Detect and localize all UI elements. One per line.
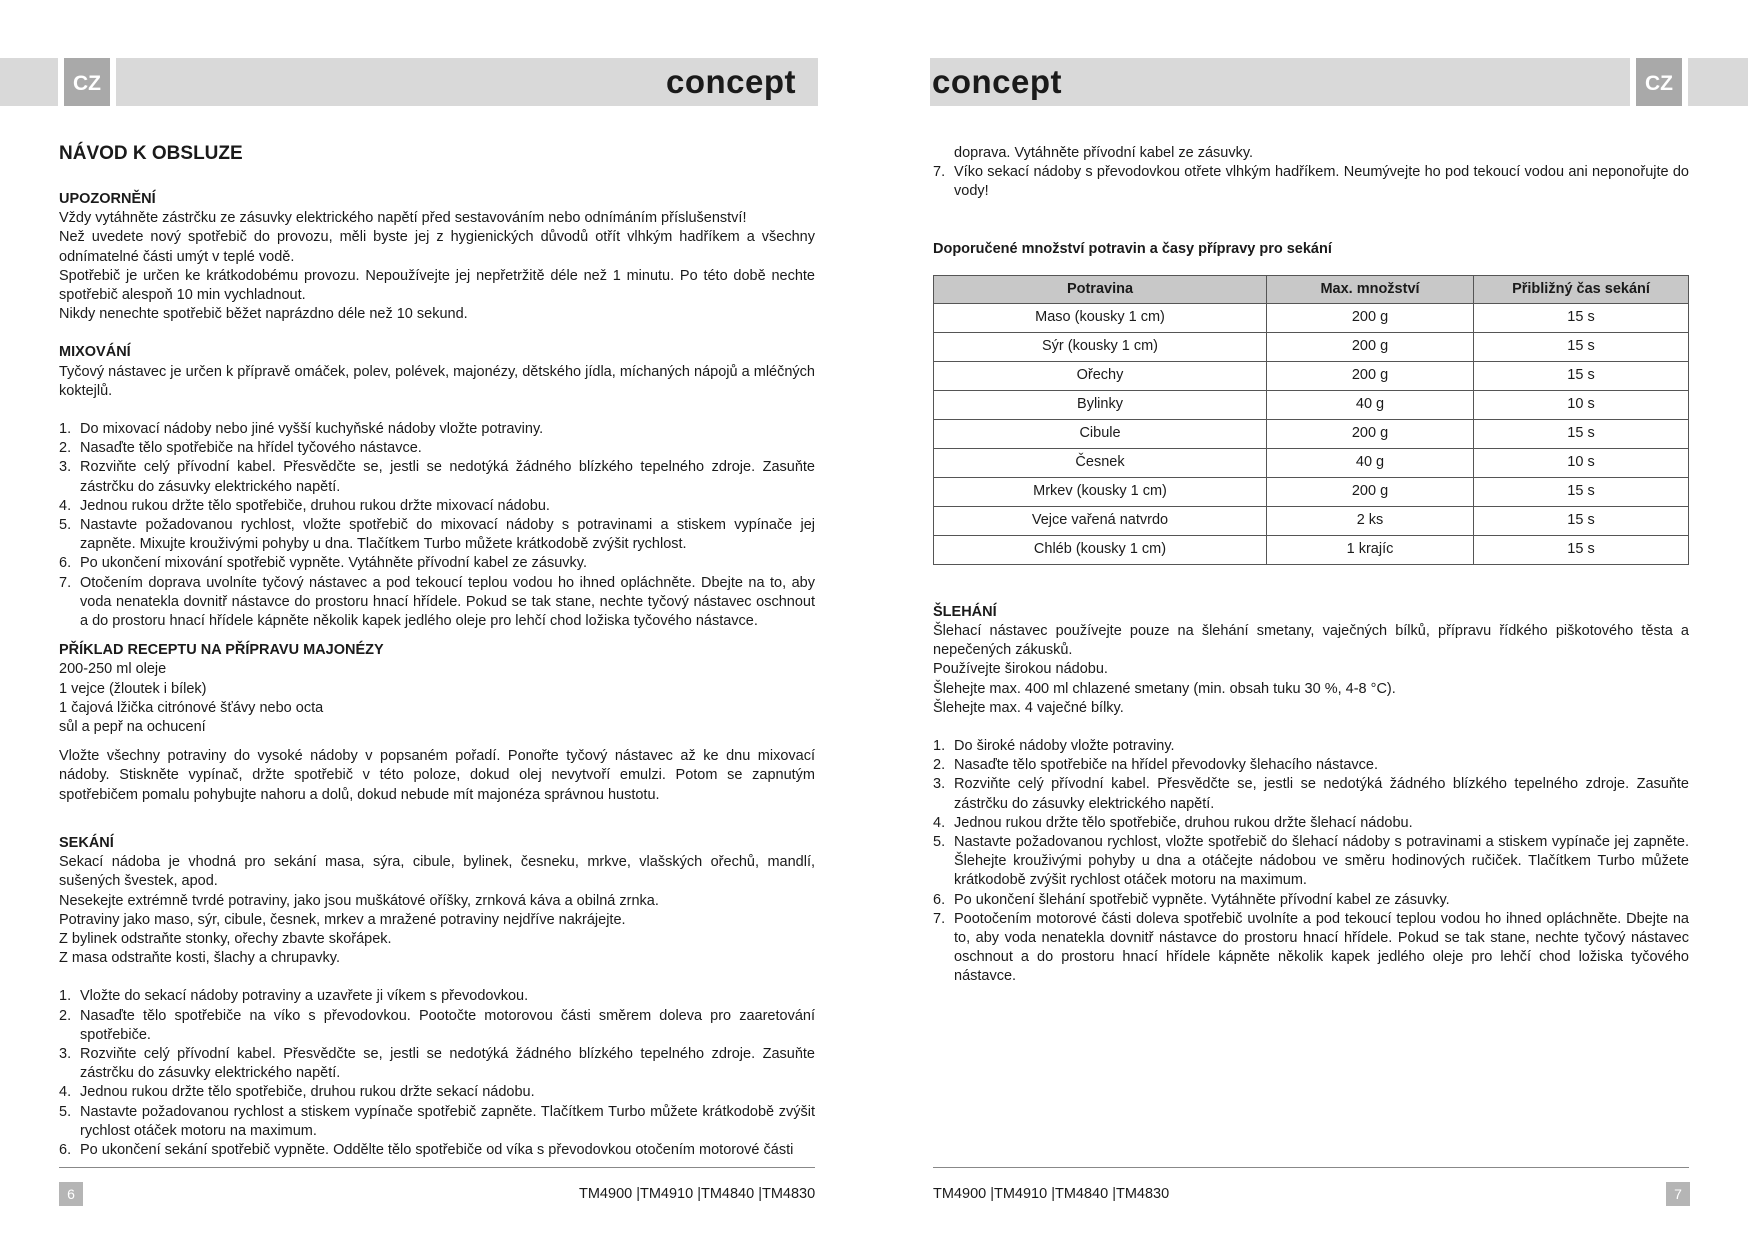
chopping-steps — [59, 987, 815, 1160]
table-cell: Ořechy — [934, 361, 1267, 390]
table-row — [934, 506, 1689, 535]
footer-divider-right — [933, 1167, 1689, 1168]
page-number-right: 7 — [1666, 1182, 1690, 1206]
table-cell: Mrkev (kousky 1 cm) — [934, 477, 1267, 506]
table-cell: Vejce vařená natvrdo — [934, 506, 1267, 535]
table-caption: Doporučené množství potravin a časy přípravy pro sekání — [933, 240, 1332, 257]
list-item: 4. Jednou rukou držte tělo spotřebiče, druhou rukou držte sekací nádobu. — [59, 1084, 535, 1101]
footer-divider-left — [59, 1167, 815, 1168]
table-cell: 10 s — [1474, 390, 1689, 419]
table-cell: 40 g — [1267, 448, 1474, 477]
warning-heading: UPOZORNĚNÍ — [59, 191, 156, 207]
column-header: Potravina — [934, 275, 1267, 303]
chopping-heading: SEKÁNÍ — [59, 834, 114, 851]
list-item: 5. Nastavte požadovanou rychlost a stiskem vypínače spotřebič zapněte. Tlačítkem Turbo můžete krátkodobě zvýšit rychlost otáček motoru na maximum. — [59, 1103, 815, 1139]
chopping-steps-continued — [933, 144, 1689, 202]
warning-paragraph: Spotřebič je určen ke krátkodobému provozu. Nepoužívejte jej nepřetržitě déle než 1 minutu. Po této době nechte spotřebič alespoň 10 min vychladnout. — [59, 267, 815, 304]
chopping-paragraph: Z masa odstraňte kosti, šlachy a chrupavky. — [59, 950, 340, 967]
table-cell: Cibule — [934, 419, 1267, 448]
recipe-ingredient: sůl a pepř na ochucení — [59, 719, 206, 736]
brand-logo-right: concept — [932, 63, 1063, 100]
column-header: Max. množství — [1267, 275, 1474, 303]
table-row — [934, 390, 1689, 419]
table-cell: Sýr (kousky 1 cm) — [934, 332, 1267, 361]
model-numbers-right: TM4900 |TM4910 |TM4840 |TM4830 — [933, 1186, 1170, 1202]
whipping-paragraph: Šlehací nástavec používejte pouze na šlehání smetany, vaječných bílků, přípravu řídkého piškotového těsta a nepečených zákusků. — [933, 623, 1689, 659]
table-cell: 15 s — [1474, 419, 1689, 448]
chopping-paragraph: Nesekejte extrémně tvrdé potraviny, jako jsou muškátové oříšky, zrnková káva a obilná zrnka. — [59, 892, 659, 909]
whipping-paragraph: Používejte širokou nádobu. — [933, 661, 1108, 678]
mixing-heading: MIXOVÁNÍ — [59, 344, 131, 361]
language-badge-left: CZ — [58, 58, 116, 106]
list-item: 2. Nasaďte tělo spotřebiče na hřídel tyčového nástavce. — [59, 440, 422, 457]
recipe-heading: PŘÍKLAD RECEPTU NA PŘÍPRAVU MAJONÉZY — [59, 642, 384, 659]
list-item: 6. Po ukončení mixování spotřebič vypněte. Vytáhněte přívodní kabel ze zásuvky. — [59, 555, 587, 572]
list-item: 6. Po ukončení sekání spotřebič vypněte. Oddělte tělo spotřebiče od víka s převodovkou otočením motorové části — [59, 1141, 794, 1158]
warning-paragraph: Než uvedete nový spotřebič do provozu, měli byste jej z hygienických důvodů otřít vlhkým hadříkem a všechny odnímatelné části umýt v teplé vodě. — [59, 229, 815, 265]
list-item: 7. Otočením doprava uvolníte tyčový nástavec a pod tekoucí teplou vodou ho ihned opláchněte. Dbejte na to, aby voda nenatekla dovnitř nástavce do prostoru hnací hřídele. Pokud se tak stane, nechte tyčový nástavec oschnout a do prostoru hnací hřídele kápněte několik kapek jedlého oleje pro lehčí chod ložiska tyčového nástavce. — [59, 574, 815, 630]
chopping-paragraph: Potraviny jako maso, sýr, cibule, česnek, mrkev a mražené potraviny nejdříve nakrájejte. — [59, 911, 626, 928]
chopping-paragraph: Sekací nádoba je vhodná pro sekání masa, sýra, cibule, bylinek, česneku, mrkve, vlašských ořechů, mandlí, sušených švestek, apod. — [59, 854, 815, 890]
recipe-ingredient: 1 vejce (žloutek i bílek) — [59, 680, 207, 697]
table-cell: 200 g — [1267, 361, 1474, 390]
list-item: 2. Nasaďte tělo spotřebiče na hřídel převodovky šlehacího nástavce. — [933, 757, 1379, 774]
table-cell: 15 s — [1474, 361, 1689, 390]
chopping-table — [933, 275, 1689, 565]
list-item: 6. Po ukončení šlehání spotřebič vypněte. Vytáhněte přívodní kabel ze zásuvky. — [933, 891, 1450, 908]
table-cell: 10 s — [1474, 448, 1689, 477]
warning-paragraph: Nikdy nenechte spotřebič běžet naprázdno déle než 10 sekund. — [59, 306, 468, 323]
table-cell: Chléb (kousky 1 cm) — [934, 535, 1267, 564]
left-page-content — [59, 142, 815, 1160]
list-item: 1. Vložte do sekací nádoby potraviny a uzavřete ji víkem s převodovkou. — [59, 988, 529, 1005]
table-cell: 15 s — [1474, 303, 1689, 332]
language-badge-right: CZ — [1630, 58, 1688, 106]
table-cell: Maso (kousky 1 cm) — [934, 303, 1267, 332]
whipping-paragraph: Šlehejte max. 4 vaječné bílky. — [933, 699, 1124, 716]
table-row — [934, 361, 1689, 390]
list-item: 3. Rozviňte celý přívodní kabel. Přesvědčte se, jestli se nedotýká žádného blízkého tepelného zdroje. Zasuňte zástrčku do zásuvky elektrického napětí. — [59, 1045, 815, 1082]
table-cell: 15 s — [1474, 332, 1689, 361]
table-cell: 200 g — [1267, 477, 1474, 506]
table-cell: 2 ks — [1267, 506, 1474, 535]
list-item: 2. Nasaďte tělo spotřebiče na víko s převodovkou. Pootočte motorovou části směrem doleva pro zaaretování spotřebiče. — [59, 1007, 815, 1043]
table-cell: 200 g — [1267, 419, 1474, 448]
table-row — [934, 303, 1689, 332]
whipping-heading: ŠLEHÁNÍ — [933, 603, 997, 620]
list-item: 3. Rozviňte celý přívodní kabel. Přesvědčte se, jestli se nedotýká žádného blízkého tepelného zdroje. Zasuňte zástrčku do zásuvky elektrického napětí. — [933, 776, 1689, 812]
table-row — [934, 535, 1689, 564]
table-cell: 15 s — [1474, 506, 1689, 535]
table-row — [934, 448, 1689, 477]
list-item: 4. Jednou rukou držte tělo spotřebiče, druhou rukou držte mixovací nádobu. — [59, 497, 550, 514]
table-header-row — [934, 275, 1689, 303]
chopping-paragraph: Z bylinek odstraňte stonky, ořechy zbavte skořápek. — [59, 930, 392, 947]
list-item: 5. Nastavte požadovanou rychlost, vložte spotřebič do šlehací nádoby s potravinami a stiskem vypínače jej zapněte. Šlehejte krouživými pohyby u dna a otáčejte nádobou ve směru hodinových ručiček. Tlačítkem Turbo můžete krátkodobě zvýšit rychlost otáček motoru na maximum. — [933, 834, 1689, 889]
table-row — [934, 332, 1689, 361]
table-cell: 40 g — [1267, 390, 1474, 419]
table-cell: 1 krajíc — [1267, 535, 1474, 564]
list-item: 7. Pootočením motorové části doleva spotřebič uvolníte a pod tekoucí teplou vodou ho ihned opláchněte. Dbejte na to, aby voda nenatekla dovnitř nástavce do prostoru hnací hřídele. Pokud se tak stane, nechte tyčový nástavec oschnout a do prostoru hnací hřídele kápněte několik kapek jedlého oleje pro lehčí chod ložiska tyčového nástavce. — [933, 910, 1689, 985]
list-item: 5. Nastavte požadovanou rychlost, vložte spotřebič do mixovací nádoby s potravinami a stiskem vypínače jej zapněte. Mixujte krouživými pohyby u dna. Tlačítkem Turbo můžete krátkodobě zvýšit rychlost. — [59, 517, 815, 553]
list-item: doprava. Vytáhněte přívodní kabel ze zásuvky. — [954, 145, 1254, 161]
recipe-ingredient: 200-250 ml oleje — [59, 661, 167, 678]
page-title: NÁVOD K OBSLUZE — [59, 143, 243, 164]
mixing-intro: Tyčový nástavec je určen k přípravě omáček, polev, polévek, majonézy, dětského jídla, míchaných nápojů a mléčných koktejlů. — [59, 363, 815, 399]
list-item: 1. Do mixovací nádoby nebo jiné vyšší kuchyňské nádoby vložte potraviny. — [59, 421, 544, 438]
model-numbers-left: TM4900 |TM4910 |TM4840 |TM4830 — [579, 1186, 816, 1202]
whipping-steps — [933, 737, 1689, 987]
warning-paragraph: Vždy vytáhněte zástrčku ze zásuvky elektrického napětí před sestavováním nebo odnímáním příslušenství! — [59, 210, 747, 227]
table-cell: 15 s — [1474, 477, 1689, 506]
list-item: 7. Víko sekací nádoby s převodovkou otřete vlhkým hadříkem. Neumývejte ho pod tekoucí vodou ani neponořujte do vody! — [933, 164, 1689, 200]
mixing-steps — [59, 420, 815, 631]
table-cell: 200 g — [1267, 303, 1474, 332]
list-item: 1. Do široké nádoby vložte potraviny. — [933, 738, 1175, 755]
table-cell: Bylinky — [934, 390, 1267, 419]
table-row — [934, 477, 1689, 506]
recipe-text: Vložte všechny potraviny do vysoké nádoby v popsaném pořadí. Ponořte tyčový nástavec až ke dnu mixovací nádoby. Stiskněte vypínač, držte spotřebič v této poloze, dokud olej nevytvoří emulzi. Potom se zapnutým spotřebičem pomalu pohybujte nahoru a dolů, dokud nebude mít majonéza správnou hustotu. — [59, 748, 815, 803]
column-header: Přibližný čas sekání — [1474, 275, 1689, 303]
whipping-paragraph: Šlehejte max. 400 ml chlazené smetany (min. obsah tuku 30 %, 4-8 °C). — [933, 680, 1396, 697]
recipe-ingredient: 1 čajová lžička citrónové šťávy nebo octa — [59, 699, 324, 716]
table-row — [934, 419, 1689, 448]
right-page-content — [933, 144, 1689, 987]
list-item: 3. Rozviňte celý přívodní kabel. Přesvědčte se, jestli se nedotýká žádného blízkého tepelného zdroje. Zasuňte zástrčku do zásuvky elektrického napětí. — [59, 459, 815, 495]
page-number-left: 6 — [59, 1182, 83, 1206]
brand-logo-left: concept — [666, 63, 797, 100]
table-cell: 15 s — [1474, 535, 1689, 564]
table-cell: Česnek — [934, 448, 1267, 477]
table-cell: 200 g — [1267, 332, 1474, 361]
list-item: 4. Jednou rukou držte tělo spotřebiče, druhou rukou držte šlehací nádobu. — [933, 814, 1413, 831]
